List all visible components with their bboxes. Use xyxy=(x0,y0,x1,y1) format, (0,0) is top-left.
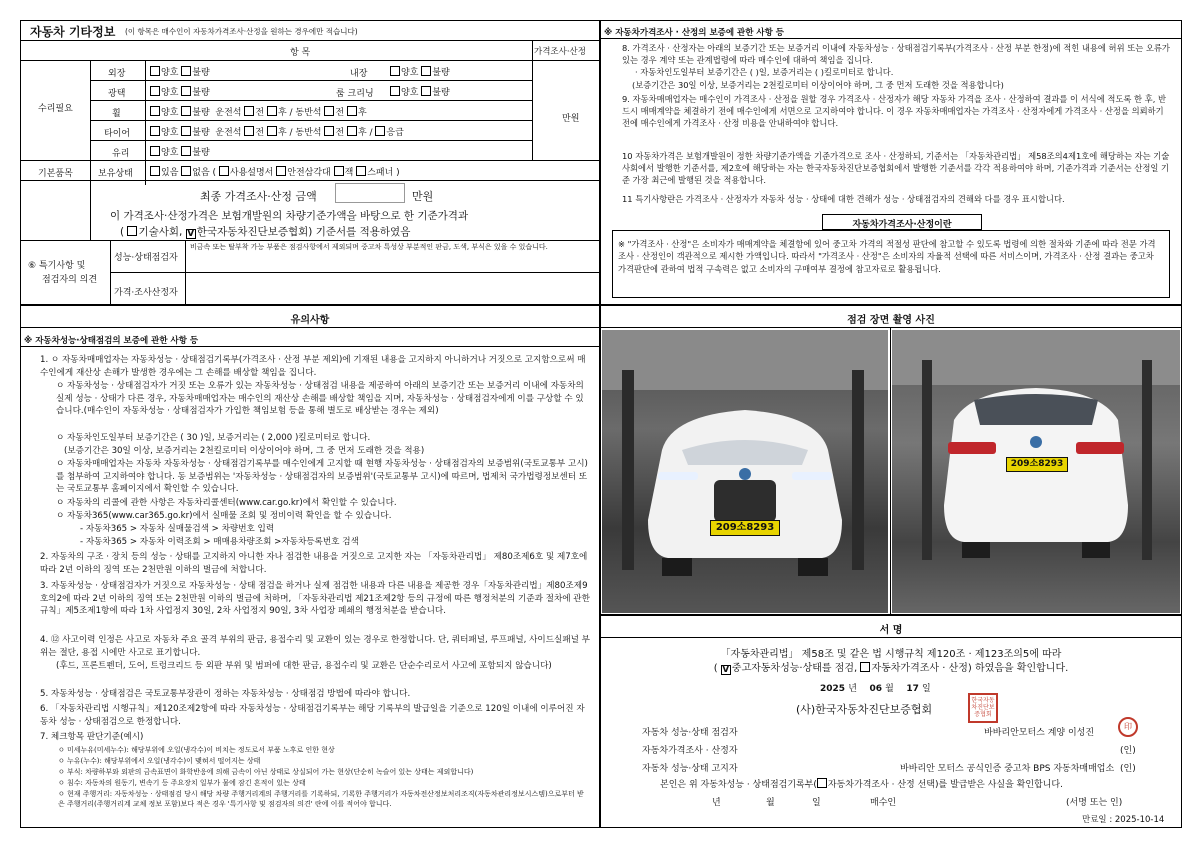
caution-item: - 자동차365 > 자동차 실매물검색 > 차량번호 입력 xyxy=(80,524,275,534)
passenger-label: 동반석 xyxy=(295,128,322,138)
sign-month: 06 xyxy=(869,684,882,694)
rear-label: 후 xyxy=(357,128,367,138)
car-rear-photo xyxy=(892,330,1180,613)
row-gloss: 광택 xyxy=(108,89,126,99)
checkbox[interactable] xyxy=(150,66,160,76)
month-unit: 월 xyxy=(885,684,894,694)
misc-title: 자동차 기타정보 xyxy=(30,25,116,39)
checkbox[interactable] xyxy=(421,86,431,96)
rear-license-plate: 209소8293 xyxy=(1006,457,1068,472)
room-clean-options xyxy=(390,85,450,98)
row-interior: 내장 xyxy=(350,69,368,79)
caution-item: ㅇ 자동차성능 · 상태점검자가 거짓 또는 오류가 있는 자동차성능 · 상태점검 내용을 제공하여 아래의 보증기간 또는 보증거리 이내에 자동차의 실제 성능 · 상태가 다른 경우, 자동차매매업자는 매수인의 재산상 손해를 배상할 책임을 지며, 자동차성능 · 상태점검자에게 이를 구상할 수 있습니다.(매수인이 자동차성능 · 상태점검자가 가입한 책임보험 등을 통해 별도로 배상받는 경우는 제외) xyxy=(56,381,584,417)
checkbox[interactable] xyxy=(347,126,357,136)
special-label-2: 점검자의 의견 xyxy=(42,275,98,285)
repair-label: 수리필요 xyxy=(38,104,73,114)
caution-title: 유의사항 xyxy=(290,315,330,326)
good-label: 양호 xyxy=(161,88,179,98)
bad-label: 불량 xyxy=(192,108,210,118)
row-tire: 타이어 xyxy=(104,129,131,139)
price-warranty-item-8b: (보증기간은 30일 이상, 보증거리는 2천킬로미터 이상이어야 하며, 그 중 먼저 도래한 것을 적용합니다) xyxy=(632,80,1004,90)
car-front-drawing xyxy=(602,330,888,613)
checkbox[interactable] xyxy=(390,86,400,96)
checkbox[interactable] xyxy=(375,126,385,136)
perf-inspector-label: 성능·상태점검자 xyxy=(114,253,178,263)
checkbox[interactable] xyxy=(817,778,827,788)
price-warranty-item-11: 11 특기사항란은 가격조사 · 산정자가 자동차 성능 · 상태에 대한 견해가 성능 · 상태점검자의 견해와 다를 경우 표시합니다. xyxy=(622,194,1065,204)
front-label: 전 xyxy=(335,108,345,118)
holdings-options: 있음 없음 ( 사용설명서 안전삼각대 잭 스패너 ) xyxy=(150,165,400,178)
checkbox[interactable] xyxy=(390,66,400,76)
row-wheel: 휠 xyxy=(112,109,121,119)
good-label: 양호 xyxy=(161,128,179,138)
front-label: 전 xyxy=(255,108,265,118)
criteria-item: ㅇ 부식: 차량하부와 외판의 금속표면이 화학반응에 의해 금속이 아닌 상태로 상실되어 가는 현상(단순히 녹슬어 있는 상태는 제외합니다) xyxy=(58,768,474,776)
caution-item: - 자동차365 > 자동차 이력조회 > 매매용차량조회 >자동차등록번호 검색 xyxy=(80,537,359,547)
checkbox[interactable] xyxy=(181,146,191,156)
row-glass: 유리 xyxy=(112,149,130,159)
criteria-item: ㅇ 누유(누수): 해당부위에서 오일(냉각수)이 맺혀서 떨어지는 상태 xyxy=(58,757,261,765)
sign-line2-a: 중고자동차성능·상태를 점검, xyxy=(731,663,858,674)
final-price-box[interactable] xyxy=(335,183,405,203)
caution-item: ㅇ 자동차매매업자는 자동차 자동차성능 · 상태점검기록부를 매수인에게 고지할 때 현행 자동차성능 · 상태점검자의 보증범위(국토교통부 고시)를 첨부하여 고지하여야 합니다. 동 보증범위는 '자동차성능 · 상태점검자의 보증범위'(국토교통부 고시)에 따르며, 법제처 국가법령정보센터 또는 국토교통부 홈페이지에서 확인할 수 있습니다. xyxy=(56,459,588,495)
standard-opt1: 기술사회, xyxy=(138,226,183,238)
checkbox[interactable] xyxy=(244,106,254,116)
caution-section xyxy=(20,305,600,828)
basic-item: 잭 xyxy=(344,168,354,178)
checkbox[interactable] xyxy=(421,66,431,76)
checkbox[interactable] xyxy=(181,86,191,96)
notifier-label: 자동차 성능·상태 고지자 xyxy=(642,764,738,774)
price-warranty-item-10: 10 자동차가격은 보험개발원이 정한 차량기준가액을 기준가격으로 조사 · 산정하되, 기준서는 「자동차관리법」 제58조의4제1호에 해당하는 자는 기술사회에서 발행한 기준서를, 제2호에 해당하는 자는 한국자동차진단보증협회에서 발행한 기준서를 각각 적용하여야 하며, 기준가격과 기준서는 산정일 기준 가장 최근에 발행된 것을 적용합니다. xyxy=(622,151,1170,185)
unit-won: 만원 xyxy=(562,114,580,124)
checkbox[interactable] xyxy=(276,166,286,176)
caution-item: ㅇ 자동차의 리콜에 관한 사항은 자동차리콜센터(www.car.go.kr)에서 확인할 수 있습니다. xyxy=(56,498,397,508)
row-exterior: 외장 xyxy=(108,69,126,79)
day-unit: 일 xyxy=(922,684,931,694)
checkbox[interactable] xyxy=(150,166,160,176)
bad-label: 불량 xyxy=(192,148,210,158)
bad-label: 불량 xyxy=(432,88,450,98)
price-inspector-label: 가격·조사산정자 xyxy=(114,288,178,298)
checkbox[interactable] xyxy=(324,126,334,136)
caution-item: ㅇ 자동차365(www.car365.go.kr)에서 실매물 조회 및 정비이력 확인을 할 수 있습니다. xyxy=(56,511,392,521)
checkbox[interactable] xyxy=(347,106,357,116)
driver-label: 운전석 xyxy=(215,128,242,138)
checkbox[interactable] xyxy=(150,106,160,116)
caution-subtitle: ※ 자동차성능·상태점검의 보증에 관한 사항 등 xyxy=(24,336,199,346)
front-license-plate: 209소8293 xyxy=(710,520,780,536)
perf-note: 비금속 또는 탈부착 가능 부품은 점검사항에서 제외되며 중고차 특성상 부분적인 판금, 도색, 부식은 있을 수 있습니다. xyxy=(190,243,548,251)
caution-item: 4. ⑫ 사고이력 인정은 사고로 자동차 주요 골격 부위의 판금, 용접수리 및 교환이 있는 경우로 한정합니다. 단, 쿼터패널, 루프패널, 사이드실패널 부위는 절단, 용접 시에만 사고로 표기합니다. xyxy=(40,635,590,658)
criteria-item: ㅇ 미세누유(미세누수): 해당부위에 오일(냉각수)이 비치는 정도로서 부품 노후로 인한 현상 xyxy=(58,746,335,754)
bad-label: 불량 xyxy=(192,88,210,98)
checkbox[interactable] xyxy=(267,126,277,136)
checkbox[interactable] xyxy=(181,66,191,76)
bad-label: 불량 xyxy=(192,128,210,138)
rear-label: 후 xyxy=(277,108,287,118)
checkbox[interactable] xyxy=(219,166,229,176)
sign-date xyxy=(820,681,931,694)
sign-line2-b: 자동차가격조사 · 산정) 하였음을 확인합니다. xyxy=(871,663,1069,674)
price-warranty-item-8a: · 자동차인도일부터 보증기간은 ( )일, 보증거리는 ( )킬로미터로 합니다. xyxy=(635,67,894,77)
basic-item: 안전삼각대 xyxy=(287,168,331,178)
checkbox[interactable] xyxy=(356,166,366,176)
sign-title: 서 명 xyxy=(879,625,903,636)
inspector-seal-stamp: 印 xyxy=(1118,717,1138,737)
standard-tail: ) 기준서를 적용하였음 xyxy=(308,226,411,238)
final-price-unit: 만원 xyxy=(412,190,434,203)
passenger-label: 동반석 xyxy=(295,108,322,118)
notifier-seal: (인) xyxy=(1120,764,1136,774)
sign-or-seal: (서명 또는 인) xyxy=(1066,798,1123,808)
receipt-confirm xyxy=(660,777,1063,790)
buyer-label: 매수인 xyxy=(870,798,897,808)
date-year: 년 xyxy=(712,798,721,808)
glass-options xyxy=(150,145,210,158)
price-def-title: 자동차가격조사·산정이란 xyxy=(852,220,952,230)
good-label: 양호 xyxy=(161,68,179,78)
rear-label: 후 xyxy=(277,128,287,138)
sign-law-line: 「자동차관리법」 제58조 및 같은 법 시행규칙 제120조 · 제123조의5에 따라 xyxy=(720,649,1062,660)
checkbox[interactable] xyxy=(150,126,160,136)
checkbox[interactable] xyxy=(150,146,160,156)
confirm-b: 자동차가격조사 · 산정 선택)를 발급받은 사실을 확인합니다. xyxy=(827,780,1063,790)
checkbox[interactable] xyxy=(244,126,254,136)
price-warranty-item-9: 9. 자동차매매업자는 매수인이 가격조사 · 산정을 원할 경우 가격조사 · 산정자가 해당 자동차 가격을 조사 · 산정하여 결과를 이 서식에 적도록 한 후, 반드시 매매계약을 체결하기 전에 매수인에게 서면으로 고지하여야 합니다. 이 경우 자동차매매업자는 가격조사 · 산정자에게 가격조사 · 산정을 의뢰하기 전에 매수인에게 가격조사 · 산정 비용을 안내하여야 합니다. xyxy=(622,94,1166,128)
checkbox[interactable] xyxy=(181,166,191,176)
expiry-date: 만료일 : 2025-10-14 xyxy=(1082,815,1165,825)
caution-item: 1. ㅇ 자동차매매업자는 자동차성능 · 상태점검기록부(가격조사 · 산정 부분 제외)에 기재된 내용을 고지하지 아니하거나 거짓으로 고지함으로써 매수인에게 재산상 손해가 발생한 경우에는 그 손해를 배상할 책임을 집니다. xyxy=(40,355,586,378)
standard-line1: 이 가격조사·산정가격은 보험개발원의 차량기준가액을 바탕으로 한 기준가격과 xyxy=(110,210,469,222)
price-def-text: ※ "가격조사 · 산정"은 소비자가 매매계약을 체결함에 있어 중고차 가격의 적절성 판단에 참고할 수 있도록 법령에 의한 절차와 기준에 따라 전문 가격조사 · 산정인이 객관적으로 제시한 가액입니다. 따라서 "가격조사 · 산정"은 소비자의 자율적 선택에 따른 서비스이며, 가격조사 · 산정 결과는 중고차 가격판단에 관하여 법적 구속력은 없고 소비자의 구매여부 결정에 참고자료로 활용됩니다. xyxy=(618,239,1156,274)
tire-options: 양호 불량 운전석 전 후 / 동반석 전 후 / 응급 xyxy=(150,125,404,138)
interior-options xyxy=(390,65,450,78)
sign-confirm-line: ( V 중고자동차성능·상태를 점검, 자동차가격조사 · 산정) 하였음을 확인합니다. xyxy=(713,663,1069,675)
org-seal-stamp: 한국자동 차진단보 증협회 xyxy=(968,693,998,723)
checkbox-checked[interactable]: V xyxy=(722,665,730,675)
price-warranty-title: ※ 자동차가격조사 · 산정의 보증에 관한 사항 등 xyxy=(604,28,785,38)
good-label: 양호 xyxy=(401,88,419,98)
front-label: 전 xyxy=(335,128,345,138)
checkbox[interactable] xyxy=(150,86,160,96)
checkbox[interactable] xyxy=(127,226,137,236)
caution-item: 5. 자동차성능 · 상태점검은 국토교통부장관이 정하는 자동차성능 · 상태점검 방법에 따라야 합니다. xyxy=(40,689,411,699)
caution-item: 2. 자동차의 구조 · 장치 등의 성능 · 상태를 고지하지 아니한 자나 점검한 내용을 거짓으로 고지한 자는 「자동차관리법」 제80조제6호 및 제7호에 따라 2년 이하의 징역 또는 2천만원 이하의 벌금에 처합니다. xyxy=(40,552,588,575)
caution-item: 7. 체크항목 판단기준(예시) xyxy=(40,732,144,742)
sign-section xyxy=(600,615,1182,828)
checkbox[interactable] xyxy=(181,126,191,136)
col-price-header: 가격조사·산정 xyxy=(534,47,586,57)
caution-item: 6. 「자동차관리법 시행규칙」제120조제2항에 따라 자동차성능 · 상태점검기록부는 해당 기록부의 발급일을 기준으로 120일 이내에 이루어진 자동차 성능 · 상태점검으로 한정합니다. xyxy=(40,704,585,727)
col-item-header: 항 목 xyxy=(290,48,311,58)
checkbox[interactable] xyxy=(860,662,870,672)
rear-label: 후 xyxy=(357,108,367,118)
good-label: 양호 xyxy=(161,108,179,118)
final-price-label: 최종 가격조사·산정 금액 xyxy=(200,190,317,203)
bad-label: 불량 xyxy=(192,68,210,78)
caution-item: ㅇ 자동차인도일부터 보증기간은 ( 30 )일, 보증거리는 ( 2,000 )킬로미터로 합니다. xyxy=(56,433,371,443)
caution-item: 3. 자동차성능 · 상태점검자가 거짓으로 자동차성능 · 상태 점검을 하거나 실제 점검한 내용과 다른 내용을 제공한 경우「자동차관리법」제80조제9호의2에 따라 2년 이하의 징역 또는 2천만원 이하의 벌금에 처하며, 「자동차관리법 제21조제2항 등의 규정에 따른 행정처분의 기준과 절차에 관한 규칙」제5조제1항에 따라 1차 사업정지 30일, 2차 사업정지 90일, 3차 사업장 폐쇄의 행정처분을 받습니다. xyxy=(40,581,590,617)
row-holdings: 보유상태 xyxy=(98,169,133,179)
checkbox[interactable] xyxy=(334,166,344,176)
sign-year: 2025 xyxy=(820,684,846,694)
year-unit: 년 xyxy=(848,684,857,694)
good-label: 양호 xyxy=(401,68,419,78)
photo-section xyxy=(600,305,1182,615)
none-label: 없음 xyxy=(192,168,210,178)
gloss-options xyxy=(150,85,210,98)
standard-line2: ( 기술사회, V 한국자동차진단보증협회) 기준서를 적용하였음 xyxy=(120,226,411,239)
caution-item: (후드, 프론트펜더, 도어, 트렁크리드 등 외판 부위 및 범퍼에 대한 판금, 용접수리 및 교환은 단순수리로서 사고에 포함되지 않습니다) xyxy=(56,661,552,671)
standard-opt2: 한국자동차진단보증협회 xyxy=(196,226,309,238)
criteria-item: ㅇ 현재 주행거리: 자동차성능 · 상태점검 당시 해당 차량 주행거리계의 주행거리를 기록하되, 기록한 주행거리가 자동차전산정보처리조직(자동차관리정보시스템)으로부터 받은 주행거리(주행거리계 교체 정보 포함)보다 적은 경우 '특기사항 및 점검자의 의견' 란에 이를 적어야 합니다. xyxy=(58,790,584,808)
good-label: 양호 xyxy=(161,148,179,158)
caution-item: (보증기간은 30일 이상, 보증거리는 2천킬로미터 이상이어야 하며, 그 중 먼저 도래한 것을 적용) xyxy=(64,446,425,456)
front-label: 전 xyxy=(255,128,265,138)
emergency-label: 응급 xyxy=(386,128,404,138)
car-front-photo xyxy=(602,330,888,613)
basic-label: 기본품목 xyxy=(38,169,73,179)
driver-label: 운전석 xyxy=(215,108,242,118)
notifier-value: 바바리안 모터스 공식인증 중고차 BPS 자동차매매업소 xyxy=(900,764,1115,774)
criteria-item: ㅇ 침수: 자동차의 원동기, 변속기 등 주요장치 일부가 물에 잠긴 흔적이 있는 상태 xyxy=(58,779,306,787)
sign-org: (사)한국자동차진단보증협회 xyxy=(796,703,933,716)
checkbox[interactable] xyxy=(181,106,191,116)
basic-item: 사용설명서 xyxy=(229,168,274,178)
price-inspector-sign-label: 자동차가격조사 · 산정자 xyxy=(642,746,738,756)
special-label-1: ⑥ 특기사항 및 xyxy=(28,261,86,271)
checkbox-checked[interactable]: V xyxy=(187,229,195,239)
has-label: 있음 xyxy=(161,168,179,178)
exterior-options xyxy=(150,65,210,78)
inspector-value: 바바리안모터스 계양 이성진 xyxy=(984,728,1095,738)
sign-day: 17 xyxy=(906,684,919,694)
row-room-clean: 룸 크리닝 xyxy=(336,89,374,99)
price-inspector-seal: (인) xyxy=(1120,746,1136,756)
checkbox[interactable] xyxy=(267,106,277,116)
price-warranty-item-8: 8. 가격조사 · 산정자는 아래의 보증기간 또는 보증거리 이내에 자동차성능 · 상태점검기록부(가격조사 · 산정 부분 한정)에 적힌 내용에 허위 또는 오류가 있는 경우 계약 또는 관계법령에 따라 매수인에 대하여 책임을 집니다. xyxy=(622,43,1170,65)
checkbox[interactable] xyxy=(324,106,334,116)
misc-note: (이 항목은 매수인이 자동차가격조사·산정을 원하는 경우에만 적습니다) xyxy=(125,27,358,36)
photo-title: 점검 장면 촬영 사진 xyxy=(847,315,935,326)
confirm-a: 본인은 위 자동차성능 · 상태점검기록부( xyxy=(660,780,817,790)
price-warranty-section xyxy=(600,20,1182,305)
date-day: 일 xyxy=(812,798,821,808)
misc-section xyxy=(20,20,600,305)
date-month: 월 xyxy=(766,798,775,808)
basic-item: 스패너 xyxy=(367,168,394,178)
bad-label: 불량 xyxy=(432,68,450,78)
inspector-label: 자동차 성능·상태 점검자 xyxy=(642,728,738,738)
wheel-options: 양호 불량 운전석 전 후 / 동반석 전 후 xyxy=(150,105,367,118)
